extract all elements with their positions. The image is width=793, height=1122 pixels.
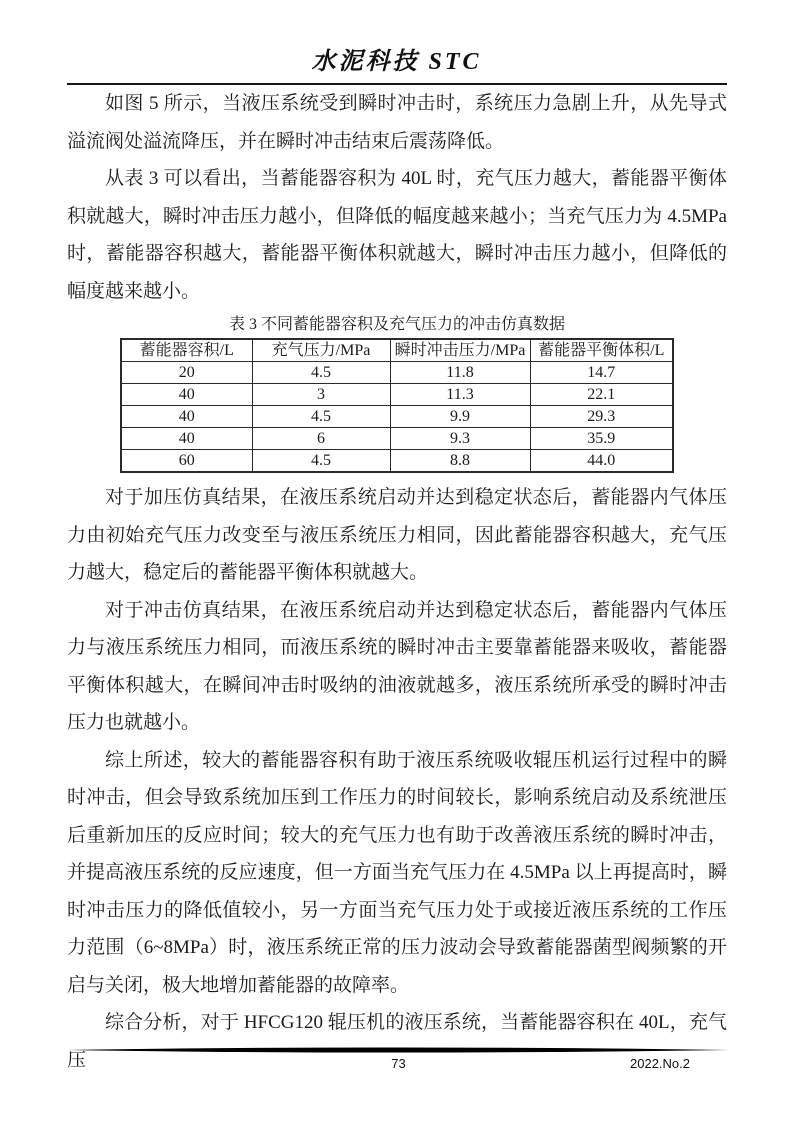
table-header-row xyxy=(121,339,673,362)
table-caption: 表 3 不同蓄能器容积及充气压力的冲击仿真数据 xyxy=(228,316,565,333)
page-footer xyxy=(67,1046,730,1073)
journal-title: 水泥科技 STC xyxy=(311,49,482,75)
table-cell: 14.7 xyxy=(530,362,673,384)
paragraph-4: 对于冲击仿真结果，在液压系统启动并达到稳定状态后，蓄能器内气体压力与液压系统压力相同，而液压系统的瞬时冲击主要靠蓄能器来吸收，蓄能器平衡体积越大，在瞬间冲击时吸纳的油液就越多，液压系统所承受的瞬时冲击压力也就越小。 xyxy=(67,599,727,733)
paragraph-5: 综上所述，较大的蓄能器容积有助于液压系统吸收辊压机运行过程中的瞬时冲击，但会导致系统加压到工作压力的时间较长，影响系统启动及系统泄压后重新加压的反应时间；较大的充气压力也有助于改善液压系统的瞬时冲击，并提高液压系统的反应速度，但一方面当充气压力在 4.5MPa 以上再提高时，瞬时冲击压力的降低值较小，另一方面当充气压力处于或接近液压系统的工作压力范围（6~8MPa）时，液压系统正常的压力波动会导致蓄能器菌型阀频繁的开启与关闭，极大地增加蓄能器的故障率。 xyxy=(67,749,727,996)
paragraph-2: 从表 3 可以看出，当蓄能器容积为 40L 时，充气压力越大，蓄能器平衡体积就越大，瞬时冲击压力越小，但降低的幅度越来越小；当充气压力为 4.5MPa 时，蓄能器容积越大，蓄能器平衡体积就越大，瞬时冲击压力越小，但降低的幅度越来越小。 xyxy=(67,168,727,302)
table-cell: 11.3 xyxy=(390,384,530,406)
table-cell: 11.8 xyxy=(390,362,530,384)
table-cell: 40 xyxy=(121,406,252,428)
table-cell: 4.5 xyxy=(252,450,390,473)
page-number: 73 xyxy=(391,1056,406,1071)
table-header-cell: 蓄能器平衡体积/L xyxy=(530,339,673,362)
table-row xyxy=(121,406,673,428)
paragraph-1: 如图 5 所示，当液压系统受到瞬时冲击时，系统压力急剧上升，从先导式溢流阀处溢流降压，并在瞬时冲击结束后震荡降低。 xyxy=(67,93,727,152)
table-cell: 9.9 xyxy=(390,406,530,428)
table-cell: 9.3 xyxy=(390,428,530,450)
footer-row xyxy=(67,1055,730,1073)
journal-header xyxy=(0,0,793,85)
table-cell: 35.9 xyxy=(530,428,673,450)
table-cell: 60 xyxy=(121,450,252,473)
table-cell: 6 xyxy=(252,428,390,450)
simulation-data-table xyxy=(120,338,674,473)
table-cell: 4.5 xyxy=(252,362,390,384)
issue-number: 2022.No.2 xyxy=(630,1056,690,1071)
article-body xyxy=(67,85,727,1079)
table-row xyxy=(121,450,673,473)
table-row xyxy=(121,384,673,406)
footer-rule xyxy=(67,1046,730,1054)
table-cell: 40 xyxy=(121,384,252,406)
table-cell: 3 xyxy=(252,384,390,406)
table-header-cell: 充气压力/MPa xyxy=(252,339,390,362)
table-cell: 8.8 xyxy=(390,450,530,473)
table-cell: 40 xyxy=(121,428,252,450)
table-cell: 29.3 xyxy=(530,406,673,428)
paragraph-6: 综合分析，对于 HFCG120 辊压机的液压系统，当蓄能器容积在 40L，充气压 xyxy=(67,1012,727,1071)
table-row xyxy=(121,428,673,450)
table-cell: 20 xyxy=(121,362,252,384)
table-cell: 22.1 xyxy=(530,384,673,406)
table-cell: 44.0 xyxy=(530,450,673,473)
table-cell: 4.5 xyxy=(252,406,390,428)
table-row xyxy=(121,362,673,384)
paragraph-3: 对于加压仿真结果，在液压系统启动并达到稳定状态后，蓄能器内气体压力由初始充气压力改变至与液压系统压力相同，因此蓄能器容积越大，充气压力越大，稳定后的蓄能器平衡体积就越大。 xyxy=(67,487,727,583)
table-header-cell: 蓄能器容积/L xyxy=(121,339,252,362)
table-header-cell: 瞬时冲击压力/MPa xyxy=(390,339,530,362)
